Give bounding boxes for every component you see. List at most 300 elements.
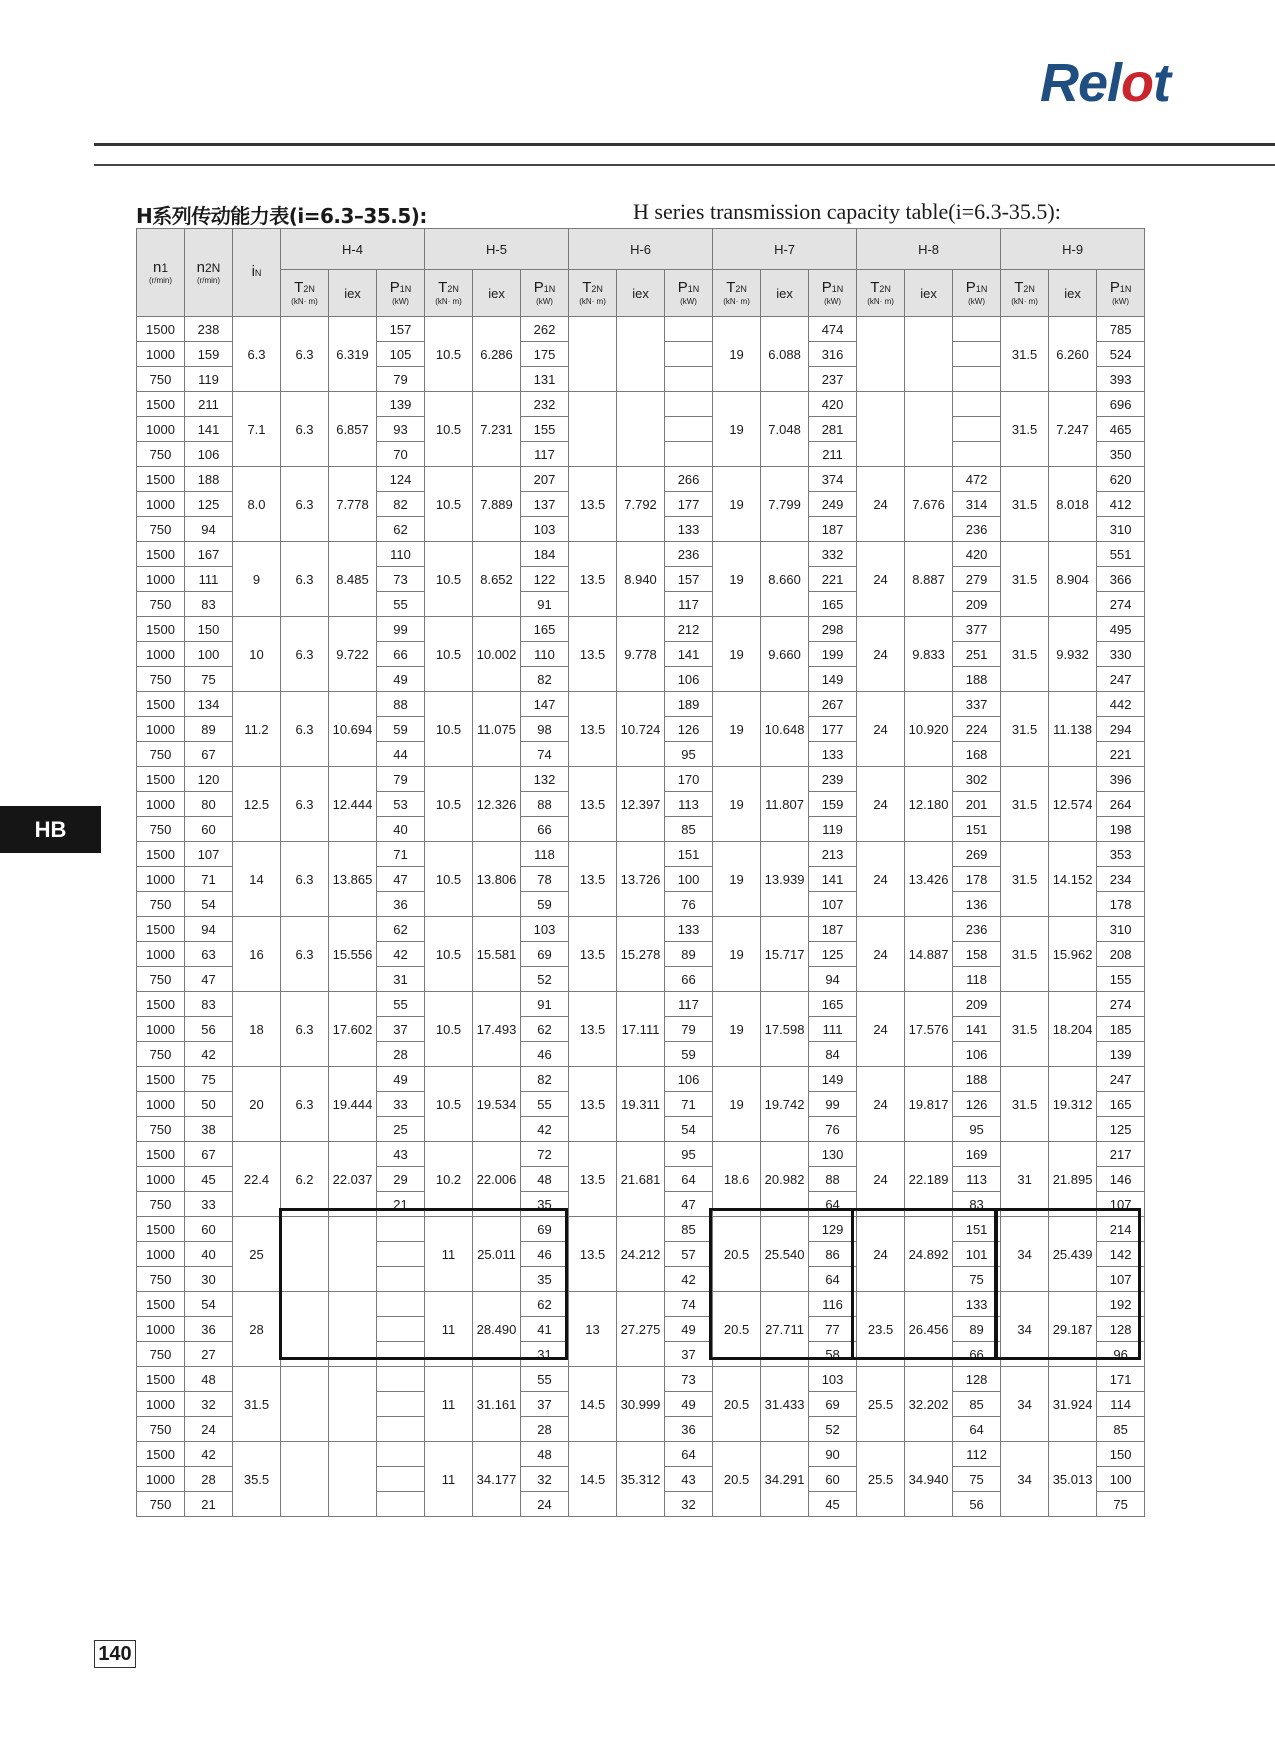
cell-p1n: 133 [953,1292,1001,1317]
cell-t2n: 34 [1001,1367,1049,1442]
cell-iex: 8.887 [905,542,953,617]
cell-p1n: 64 [665,1167,713,1192]
cell-t2n: 31.5 [1001,617,1049,692]
cell-p1n: 45 [809,1492,857,1517]
cell-n2n: 21 [185,1492,233,1517]
cell-t2n: 13.5 [569,692,617,767]
header-p1n: P1N (kW) [521,270,569,317]
cell-iex: 19.534 [473,1067,521,1142]
page-number: 140 [94,1640,136,1668]
cell-ratio: 7.1 [233,392,281,467]
cell-ratio: 6.3 [233,317,281,392]
cell-p1n: 29 [377,1167,425,1192]
cell-n1: 750 [137,892,185,917]
table-row [137,1442,1145,1467]
cell-p1n: 42 [521,1117,569,1142]
cell-iex: 13.939 [761,842,809,917]
cell-p1n [665,342,713,367]
cell-n2n: 54 [185,892,233,917]
cell-p1n: 85 [665,817,713,842]
cell-t2n [857,317,905,392]
cell-p1n: 137 [521,492,569,517]
cell-p1n: 247 [1097,1067,1145,1092]
cell-p1n: 66 [665,967,713,992]
cell-t2n: 19 [713,917,761,992]
cell-p1n: 274 [1097,992,1145,1017]
cell-n1: 1500 [137,317,185,342]
cell-p1n: 88 [521,792,569,817]
cell-p1n: 54 [665,1117,713,1142]
cell-p1n: 116 [809,1292,857,1317]
cell-p1n: 131 [521,367,569,392]
header-model-h7: H-7 [713,229,857,270]
cell-n2n: 134 [185,692,233,717]
cell-n1: 1000 [137,1092,185,1117]
cell-n1: 1000 [137,1467,185,1492]
cell-iex [329,1367,377,1442]
header-p1n: P1N (kW) [953,270,1001,317]
header-p1n: P1N (kW) [1097,270,1145,317]
cell-p1n: 89 [953,1317,1001,1342]
cell-n2n: 120 [185,767,233,792]
cell-iex: 8.660 [761,542,809,617]
cell-iex [905,317,953,392]
cell-p1n: 36 [665,1417,713,1442]
cell-p1n: 42 [377,942,425,967]
cell-p1n: 100 [665,867,713,892]
table-row [137,992,1145,1017]
cell-t2n: 25.5 [857,1442,905,1517]
cell-t2n: 31.5 [1001,767,1049,842]
cell-n2n: 75 [185,667,233,692]
cell-p1n: 112 [953,1442,1001,1467]
cell-n2n: 75 [185,1067,233,1092]
cell-p1n: 158 [953,942,1001,967]
cell-p1n: 126 [953,1092,1001,1117]
cell-iex: 11.138 [1049,692,1097,767]
cell-p1n: 75 [1097,1492,1145,1517]
cell-iex: 31.161 [473,1367,521,1442]
cell-iex: 10.648 [761,692,809,767]
cell-p1n [377,1367,425,1392]
cell-p1n: 82 [377,492,425,517]
cell-n2n: 111 [185,567,233,592]
cell-iex: 13.865 [329,842,377,917]
cell-p1n: 89 [665,942,713,967]
cell-n2n: 107 [185,842,233,867]
cell-n1: 750 [137,367,185,392]
cell-n1: 1500 [137,1292,185,1317]
cell-iex: 13.426 [905,842,953,917]
cell-p1n: 141 [809,867,857,892]
cell-p1n: 157 [377,317,425,342]
cell-p1n: 59 [521,892,569,917]
cell-p1n: 83 [953,1192,1001,1217]
cell-p1n: 201 [953,792,1001,817]
cell-p1n: 56 [953,1492,1001,1517]
cell-t2n: 19 [713,467,761,542]
cell-t2n: 20.5 [713,1217,761,1292]
cell-p1n: 136 [953,892,1001,917]
cell-ratio: 18 [233,992,281,1067]
cell-n1: 1500 [137,992,185,1017]
cell-p1n: 141 [665,642,713,667]
cell-p1n: 85 [665,1217,713,1242]
cell-t2n: 10.5 [425,317,473,392]
cell-p1n: 165 [521,617,569,642]
cell-ratio: 12.5 [233,767,281,842]
cell-t2n: 10.5 [425,842,473,917]
cell-iex: 15.556 [329,917,377,992]
cell-n1: 1000 [137,342,185,367]
cell-p1n: 213 [809,842,857,867]
header-model-h4: H-4 [281,229,425,270]
cell-n2n: 89 [185,717,233,742]
cell-n2n: 54 [185,1292,233,1317]
cell-p1n: 85 [953,1392,1001,1417]
cell-t2n: 24 [857,767,905,842]
table-row [137,1142,1145,1167]
cell-iex: 10.724 [617,692,665,767]
cell-iex: 19.311 [617,1067,665,1142]
side-tab-hb[interactable]: HB [0,806,101,853]
cell-t2n: 31.5 [1001,1067,1049,1142]
cell-n1: 1500 [137,392,185,417]
cell-iex: 6.286 [473,317,521,392]
cell-t2n [281,1292,329,1367]
cell-iex: 7.247 [1049,392,1097,467]
cell-p1n: 43 [377,1142,425,1167]
cell-t2n: 6.3 [281,542,329,617]
cell-iex: 32.202 [905,1367,953,1442]
cell-p1n: 442 [1097,692,1145,717]
cell-p1n: 224 [953,717,1001,742]
cell-iex: 11.075 [473,692,521,767]
cell-n2n: 32 [185,1392,233,1417]
cell-t2n: 10.5 [425,467,473,542]
cell-n1: 1500 [137,1217,185,1242]
cell-p1n: 146 [1097,1167,1145,1192]
cell-p1n: 74 [521,742,569,767]
cell-p1n: 113 [665,792,713,817]
cell-p1n: 103 [521,917,569,942]
cell-p1n [953,417,1001,442]
cell-iex: 9.932 [1049,617,1097,692]
cell-iex [617,317,665,392]
cell-t2n: 13.5 [569,617,617,692]
cell-n2n: 48 [185,1367,233,1392]
cell-iex: 18.204 [1049,992,1097,1067]
header-iex: iex [761,270,809,317]
cell-ratio: 8.0 [233,467,281,542]
cell-n1: 1000 [137,942,185,967]
cell-iex: 7.778 [329,467,377,542]
cell-iex: 17.576 [905,992,953,1067]
cell-p1n: 82 [521,667,569,692]
cell-iex: 19.312 [1049,1067,1097,1142]
cell-n1: 750 [137,442,185,467]
cell-p1n: 37 [521,1392,569,1417]
cell-t2n: 11 [425,1367,473,1442]
cell-n1: 1500 [137,1142,185,1167]
cell-t2n [569,392,617,467]
cell-n1: 750 [137,1192,185,1217]
cell-p1n [377,1317,425,1342]
cell-t2n: 14.5 [569,1442,617,1517]
cell-iex: 21.681 [617,1142,665,1217]
cell-n1: 1000 [137,642,185,667]
cell-n2n: 83 [185,992,233,1017]
cell-p1n: 177 [809,717,857,742]
cell-p1n: 266 [665,467,713,492]
cell-p1n: 465 [1097,417,1145,442]
cell-p1n [377,1267,425,1292]
cell-p1n: 55 [521,1367,569,1392]
cell-iex: 25.439 [1049,1217,1097,1292]
cell-iex: 17.602 [329,992,377,1067]
cell-iex: 22.037 [329,1142,377,1217]
cell-p1n: 149 [809,1067,857,1092]
cell-p1n: 59 [377,717,425,742]
header-t2n: T2N (kN· m) [1001,270,1049,317]
cell-ratio: 25 [233,1217,281,1292]
cell-p1n: 310 [1097,517,1145,542]
cell-iex: 13.806 [473,842,521,917]
cell-p1n: 25 [377,1117,425,1142]
cell-iex: 7.889 [473,467,521,542]
cell-p1n: 217 [1097,1142,1145,1167]
cell-p1n [953,367,1001,392]
cell-p1n: 76 [665,892,713,917]
cell-n1: 750 [137,1342,185,1367]
cell-t2n: 13.5 [569,542,617,617]
cell-p1n: 41 [521,1317,569,1342]
cell-p1n: 188 [953,1067,1001,1092]
cell-p1n [377,1392,425,1417]
cell-p1n: 66 [521,817,569,842]
cell-t2n: 24 [857,992,905,1067]
header-n1: n1 (r/min) [137,229,185,317]
cell-ratio: 11.2 [233,692,281,767]
title-english: H series transmission capacity table(i=6.3-35.5): [633,199,1061,224]
cell-p1n: 49 [665,1392,713,1417]
table-row [137,917,1145,942]
cell-p1n: 165 [809,592,857,617]
cell-p1n: 170 [665,767,713,792]
title-chinese: H系列传动能力表(i=6.3–35.5): [136,204,427,228]
cell-p1n: 133 [809,742,857,767]
cell-p1n: 36 [377,892,425,917]
cell-p1n [665,367,713,392]
cell-t2n: 6.3 [281,767,329,842]
header-iex: iex [473,270,521,317]
cell-p1n: 267 [809,692,857,717]
cell-p1n: 139 [377,392,425,417]
cell-iex [329,1442,377,1517]
cell-p1n: 139 [1097,1042,1145,1067]
cell-n2n: 36 [185,1317,233,1342]
cell-p1n: 79 [377,767,425,792]
cell-p1n [953,392,1001,417]
cell-p1n: 128 [1097,1317,1145,1342]
cell-p1n [377,1217,425,1242]
cell-t2n: 24 [857,617,905,692]
cell-p1n: 35 [521,1192,569,1217]
header-t2n: T2N (kN· m) [857,270,905,317]
cell-iex: 14.887 [905,917,953,992]
cell-iex: 35.312 [617,1442,665,1517]
cell-n1: 1500 [137,1442,185,1467]
cell-p1n: 71 [377,842,425,867]
cell-p1n: 106 [665,667,713,692]
cell-t2n [569,317,617,392]
cell-t2n: 6.3 [281,317,329,392]
cell-t2n: 13 [569,1292,617,1367]
cell-p1n: 262 [521,317,569,342]
cell-p1n: 133 [665,917,713,942]
cell-n1: 1500 [137,542,185,567]
cell-p1n: 279 [953,567,1001,592]
cell-p1n: 264 [1097,792,1145,817]
cell-p1n: 130 [809,1142,857,1167]
cell-p1n: 90 [809,1442,857,1467]
cell-p1n: 58 [809,1342,857,1367]
cell-p1n: 199 [809,642,857,667]
cell-p1n: 103 [809,1367,857,1392]
cell-p1n: 114 [1097,1392,1145,1417]
cell-p1n: 214 [1097,1217,1145,1242]
cell-p1n: 209 [953,992,1001,1017]
cell-p1n: 237 [809,367,857,392]
cell-t2n: 6.3 [281,992,329,1067]
cell-t2n: 25.5 [857,1367,905,1442]
cell-n1: 750 [137,967,185,992]
cell-p1n: 133 [665,517,713,542]
cell-p1n [377,1467,425,1492]
cell-t2n [281,1217,329,1292]
cell-t2n [857,392,905,467]
cell-p1n [377,1342,425,1367]
cell-n1: 750 [137,667,185,692]
cell-p1n: 55 [377,992,425,1017]
cell-t2n: 10.2 [425,1142,473,1217]
cell-p1n: 251 [953,642,1001,667]
cell-p1n: 396 [1097,767,1145,792]
cell-p1n: 42 [665,1267,713,1292]
header-t2n: T2N (kN· m) [425,270,473,317]
cell-p1n: 82 [521,1067,569,1092]
cell-iex [617,392,665,467]
cell-p1n: 60 [809,1467,857,1492]
cell-p1n: 316 [809,342,857,367]
cell-n2n: 238 [185,317,233,342]
cell-n2n: 188 [185,467,233,492]
cell-p1n: 124 [377,467,425,492]
cell-iex [905,392,953,467]
cell-p1n: 620 [1097,467,1145,492]
cell-iex: 12.397 [617,767,665,842]
cell-p1n: 551 [1097,542,1145,567]
cell-n1: 1000 [137,492,185,517]
header-in: iN [233,229,281,317]
header-rule-bottom [94,164,1275,166]
cell-n1: 1500 [137,1067,185,1092]
cell-t2n: 14.5 [569,1367,617,1442]
cell-p1n: 91 [521,592,569,617]
cell-iex: 10.002 [473,617,521,692]
cell-p1n: 129 [809,1217,857,1242]
cell-n1: 1500 [137,467,185,492]
cell-n2n: 125 [185,492,233,517]
cell-n1: 1000 [137,1317,185,1342]
cell-p1n: 294 [1097,717,1145,742]
cell-p1n: 185 [1097,1017,1145,1042]
cell-p1n: 298 [809,617,857,642]
header-iex: iex [905,270,953,317]
cell-n2n: 60 [185,1217,233,1242]
cell-iex: 19.742 [761,1067,809,1142]
cell-p1n: 44 [377,742,425,767]
cell-t2n: 11 [425,1442,473,1517]
cell-iex: 7.792 [617,467,665,542]
cell-n1: 1500 [137,767,185,792]
cell-p1n: 353 [1097,842,1145,867]
cell-t2n: 24 [857,1217,905,1292]
cell-p1n: 232 [521,392,569,417]
cell-iex: 8.018 [1049,467,1097,542]
cell-t2n: 20.5 [713,1442,761,1517]
cell-t2n: 13.5 [569,1142,617,1217]
cell-p1n: 192 [1097,1292,1145,1317]
cell-p1n: 86 [809,1242,857,1267]
cell-p1n: 64 [809,1267,857,1292]
cell-iex: 20.982 [761,1142,809,1217]
cell-p1n: 84 [809,1042,857,1067]
cell-p1n: 93 [377,417,425,442]
cell-t2n: 6.3 [281,1067,329,1142]
cell-t2n: 31.5 [1001,842,1049,917]
cell-p1n: 159 [809,792,857,817]
cell-iex: 19.817 [905,1067,953,1142]
cell-iex: 21.895 [1049,1142,1097,1217]
cell-p1n: 94 [809,967,857,992]
cell-n2n: 47 [185,967,233,992]
cell-t2n: 19 [713,317,761,392]
cell-ratio: 31.5 [233,1367,281,1442]
cell-p1n [953,317,1001,342]
cell-p1n: 98 [521,717,569,742]
cell-n2n: 80 [185,792,233,817]
cell-t2n: 19 [713,617,761,692]
cell-t2n: 13.5 [569,992,617,1067]
cell-iex: 7.676 [905,467,953,542]
cell-iex: 7.231 [473,392,521,467]
cell-p1n: 31 [521,1342,569,1367]
cell-p1n: 420 [953,542,1001,567]
cell-p1n [665,417,713,442]
cell-p1n: 198 [1097,817,1145,842]
cell-t2n: 19 [713,542,761,617]
cell-p1n: 105 [377,342,425,367]
cell-n1: 1000 [137,867,185,892]
cell-t2n: 24 [857,917,905,992]
cell-n1: 1500 [137,917,185,942]
cell-p1n: 495 [1097,617,1145,642]
cell-n1: 1000 [137,1167,185,1192]
cell-n2n: 94 [185,517,233,542]
capacity-table [136,228,1145,1517]
cell-iex: 25.011 [473,1217,521,1292]
